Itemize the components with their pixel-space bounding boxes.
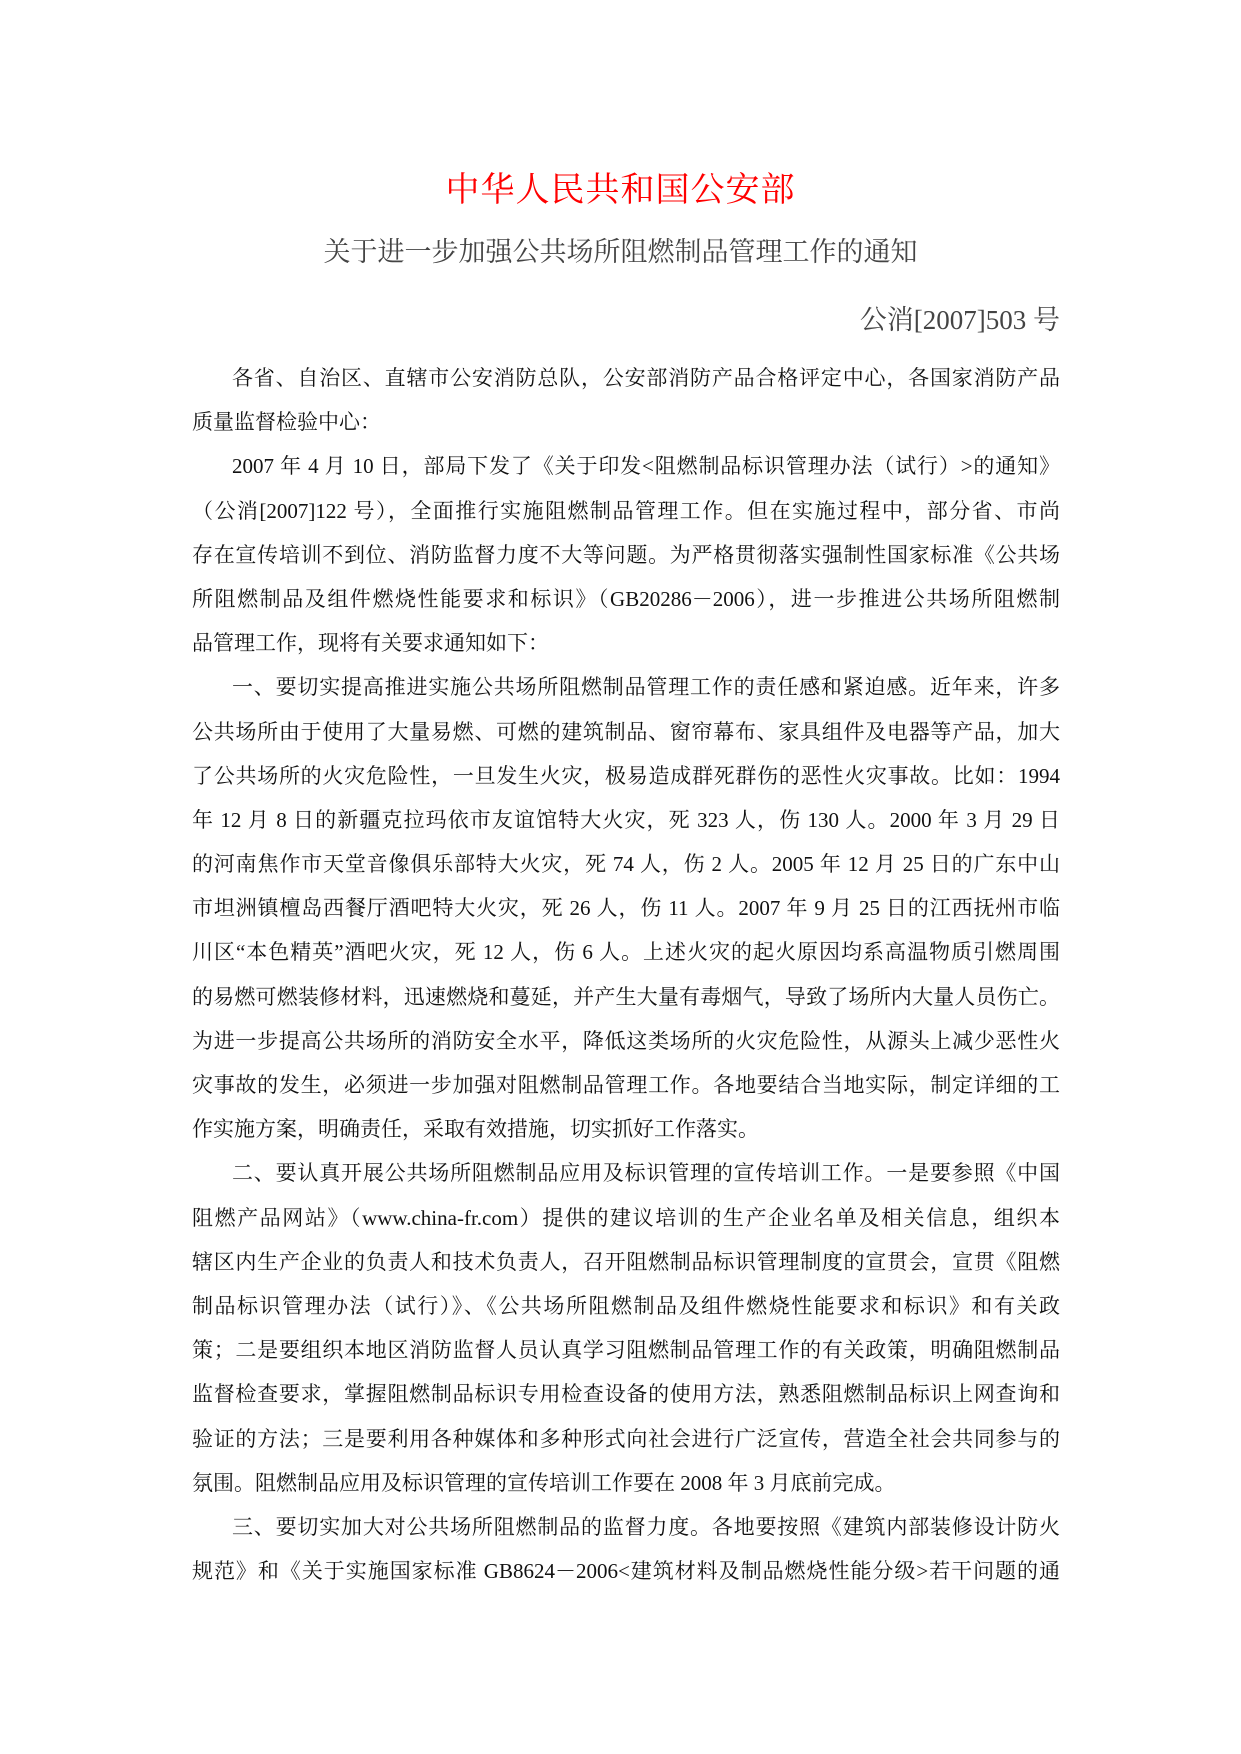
body-text-line: 监督检查要求，掌握阻燃制品标识专用检查设备的使用方法，熟悉阻燃制品标识上网查询和 xyxy=(192,1382,1060,1407)
body-text-line: 辖区内生产企业的负责人和技术负责人，召开阻燃制品标识管理制度的宣贯会，宣贯《阻燃 xyxy=(192,1249,1060,1274)
body-text-line: 验证的方法；三是要利用各种媒体和多种形式向社会进行广泛宣传，营造全社会共同参与的 xyxy=(192,1426,1060,1451)
notice-body xyxy=(192,356,1060,1593)
body-text-line: 为进一步提高公共场所的消防安全水平，降低这类场所的火灾危险性，从源头上减少恶性火 xyxy=(192,1028,1060,1053)
body-text-line: 规范》和《关于实施国家标准 GB8624－2006<建筑材料及制品燃烧性能分级>若干问题的通 xyxy=(192,1559,1060,1584)
body-text-line: 了公共场所的火灾危险性，一旦发生火灾，极易造成群死群伤的恶性火灾事故。比如：1994 xyxy=(192,763,1060,788)
body-text-line: 作实施方案，明确责任，采取有效措施，切实抓好工作落实。 xyxy=(192,1117,759,1142)
body-text-line: 三、要切实加大对公共场所阻燃制品的监督力度。各地要按照《建筑内部装修设计防火 xyxy=(232,1514,1060,1539)
issuing-authority-title: 中华人民共和国公安部 xyxy=(445,172,796,209)
body-text-line: 所阻燃制品及组件燃烧性能要求和标识》（GB20286－2006），进一步推进公共场所阻燃制 xyxy=(192,586,1060,611)
body-text-line: 氛围。阻燃制品应用及标识管理的宣传培训工作要在 2008 年 3 月底前完成。 xyxy=(192,1470,896,1495)
body-text-line: 阻燃产品网站》（www.china-fr.com）提供的建议培训的生产企业名单及相关信息，组织本 xyxy=(192,1205,1060,1230)
body-text-line: 各省、自治区、直辖市公安消防总队，公安部消防产品合格评定中心，各国家消防产品 xyxy=(232,366,1060,390)
body-text-line: 2007 年 4 月 10 日，部局下发了《关于印发<阻燃制品标识管理办法（试行）>的通知》 xyxy=(232,454,1060,479)
body-text-line: 一、要切实提高推进实施公共场所阻燃制品管理工作的责任感和紧迫感。近年来，许多 xyxy=(232,675,1060,700)
document-number: 公消[2007]503 号 xyxy=(859,305,1060,335)
body-text-line: 策；二是要组织本地区消防监督人员认真学习阻燃制品管理工作的有关政策，明确阻燃制品 xyxy=(192,1338,1060,1363)
notice-title: 关于进一步加强公共场所阻燃制品管理工作的通知 xyxy=(323,237,918,267)
body-text-line: 品管理工作，现将有关要求通知如下： xyxy=(192,631,549,656)
body-text-line: 存在宣传培训不到位、消防监督力度不大等问题。为严格贯彻落实强制性国家标准《公共场 xyxy=(192,542,1060,567)
body-text-line: 二、要认真开展公共场所阻燃制品应用及标识管理的宣传培训工作。一是要参照《中国 xyxy=(232,1161,1060,1186)
body-text-line: 的河南焦作市天堂音像俱乐部特大火灾，死 74 人，伤 2 人。2005 年 12 月 25 日的广东中山 xyxy=(192,852,1060,877)
body-text-line: 年 12 月 8 日的新疆克拉玛依市友谊馆特大火灾，死 323 人，伤 130 人。2000 年 3 月 29 日 xyxy=(192,807,1060,832)
body-text-line: 灾事故的发生，必须进一步加强对阻燃制品管理工作。各地要结合当地实际，制定详细的工 xyxy=(192,1073,1060,1097)
body-text-line: 制品标识管理办法（试行）》、《公共场所阻燃制品及组件燃烧性能要求和标识》和有关政 xyxy=(192,1293,1060,1318)
body-text-line: （公消[2007]122 号），全面推行实施阻燃制品管理工作。但在实施过程中，部分省、市尚 xyxy=(192,498,1060,523)
body-text-line: 公共场所由于使用了大量易燃、可燃的建筑制品、窗帘幕布、家具组件及电器等产品，加大 xyxy=(192,719,1060,744)
body-text-line: 的易燃可燃装修材料，迅速燃烧和蔓延，并产生大量有毒烟气，导致了场所内大量人员伤亡。 xyxy=(192,984,1060,1009)
body-text-line: 质量监督检验中心： xyxy=(192,410,381,435)
body-text-line: 市坦洲镇檀岛西餐厅酒吧特大火灾，死 26 人，伤 11 人。2007 年 9 月 25 日的江西抚州市临 xyxy=(192,896,1060,921)
body-text-line: 川区“本色精英”酒吧火灾，死 12 人，伤 6 人。上述火灾的起火原因均系高温物质引燃周围 xyxy=(192,940,1060,965)
